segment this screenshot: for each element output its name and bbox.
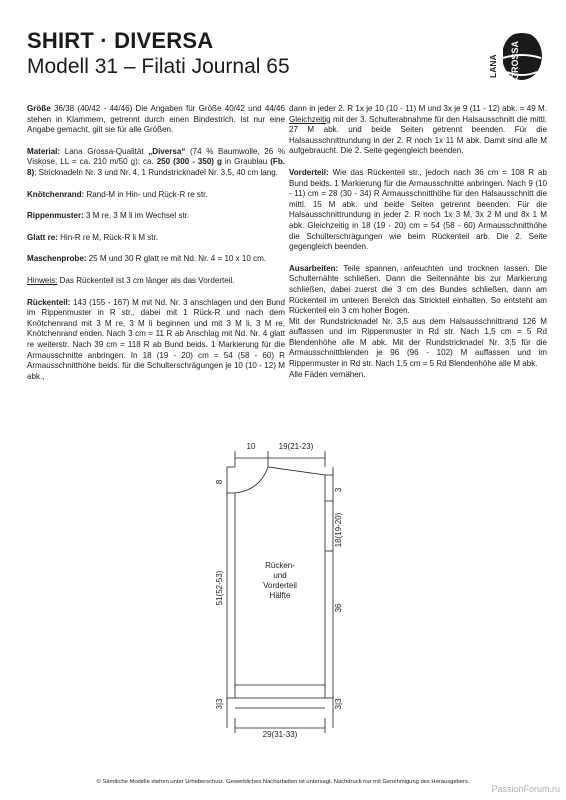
maschen-text: 25 M und 30 R glatt re mit Nd. Nr. 4 = 10 x 10 cm. [86,254,267,264]
material-color-code: (Fb. 8) [27,157,285,177]
groesse-text: 36/38 (40/42 - 44/46) Die Angaben für Größe 40/42 und 44/46 stehen in Klammern, getrennt durch einen Bindestrich. Ist nur eine Angabe gemacht, gilt sie für alle Größen. [27,104,285,135]
rippen-text: 3 M re, 3 M li im Wechsel str. [83,211,190,221]
groesse-paragraph [27,104,285,136]
ausarb-text: Teile spannen, anfeuchten und trocknen lassen. Die Schulternähte schließen. Dann die Seitennähte bis zur Markierung schließen, dabei zuerst die 3 cm des Bundes schließen, dann am Rückenteil im unteren Bereich das Strickteil einhalten. So entsteht am Rückenteil ein 3 cm hoher Bogen. [289,263,547,316]
right-column [289,104,547,391]
piece-label-2: und [273,571,287,580]
svg-text:GROSSA: GROSSA [510,40,520,80]
material-paragraph [27,147,285,179]
vorder-label: Vorderteil: [289,167,329,177]
material-text-a: Lana Grossa-Qualität [60,146,149,156]
continuation-text-b: mit der 3. Schulterabnahme für den Halsausschnitt die mittl. 27 M abk. und beide Seiten getrennt beenden. Für die Halsausschnittrundung in der 2. R noch 1x 11 M abk. Damit sind alle M aufgebraucht. Die 2. Seite gegengleich beenden. [289,114,547,156]
hinweis-paragraph [27,276,285,287]
knoetchen-paragraph [27,190,285,201]
glatt-paragraph [27,233,285,244]
dim-shoulder-slope: 3 [334,487,343,493]
dim-side-height: 36 [334,603,343,613]
ausarb-label: Ausarbeiten: [289,263,339,273]
glatt-text: Hin-R re M, Rück-R li M str. [57,232,159,242]
maschen-label: Maschenprobe: [27,254,87,264]
material-text-c: (74 % Baumwolle, 26 % Viskose, LL = ca. 210 m/50 g): ca. [27,146,285,167]
piece-label-1: Rücken- [265,561,295,570]
rippen-label: Rippenmuster: [27,211,84,221]
svg-text:LANA: LANA [488,54,498,78]
schematic-diagram [200,438,370,740]
hinweis-text: Das Rückenteil ist 3 cm länger als das Vorderteil. [57,275,235,285]
dim-bottom-right: 3|3 [334,698,343,710]
knoetchen-text: Rand-M in Hin- und Rück-R re str. [84,189,208,199]
left-column [27,104,285,393]
groesse-label: Größe [27,104,51,113]
material-yarn-name: „Diversa“ [148,146,186,156]
ruecken-text: 143 (155 - 167) M mit Nd. Nr. 3 anschlagen und den Bund im Rippenmuster in R str., dabei mit 1 Rück-R und nach dem Knötchenrand mit 3 M re, 3 M li beginnen und mit 3 M li, 3 M re, Knötchenrand enden. Nach 3 cm = 11 R ab Anschlag mit Nd. Nr. 4 glatt re weiterstr. Nach 39 cm = 118 R ab Bund beids. 1 Markierung für die Armausschnitte anbringen. In 18 (19 - 20) cm = 54 (58 - 60) R Armausschnitthöhe beids. für die Schulterschrägungen je 10 (10 - 12) M abk., [27,297,285,381]
vorder-paragraph [289,168,547,253]
ruecken-label: Rückenteil: [27,297,71,307]
knoetchen-label: Knötchenrand: [27,189,85,199]
ausarb-text-3: Alle Fäden vernähen. [289,369,366,379]
page-subtitle: Modell 31 – Filati Journal 65 [27,55,290,78]
ausarb-text-2: Mit der Rundstricknadel Nr. 3,5 aus dem Halsausschnittrand 126 M auffassen und im Rippenmuster in Rd str. Nach 1,5 cm = 5 Rd Blendenhöhe alle M abk. Mit der Rundstricknadel Nr. 3,5 für die Armausschnittblenden je 96 (96 - 102) M auffassen und im Rippenmuster in Rd str. Nach 1,5 cm = 5 Rd Blendenhöhe alle M abk. [289,316,547,369]
piece-label-3: Vorderteil [263,581,297,590]
dim-neck-width: 10 [246,442,256,451]
continuation-paragraph [289,104,547,157]
vorder-text: Wie das Rückenteil str., jedoch nach 36 cm = 108 R ab Bund beids. 1 Markierung für die Armausschnitte anbringen. Nach 9 (10 - 11) cm = 28 (30 - 34) R Armausschnitthöhe für den Halsausschnitt die mittl. 15 M abk. und beide Seiten getrennt beenden. Für die Halsausschnittrundung in jeder 2. R noch 1x 3 M, 3x 2 M und 8x 1 M abk. Gleichzeitig in 18 (19 - 20) cm = 54 (58 - 60) Armausschnitthöhe die Schulterschrägungen wie beim Rückenteil arb. Die 2. Seite gegengleich beenden. [289,167,547,252]
material-text-e: in Graublau [221,157,271,167]
lana-grossa-logo [485,22,543,84]
ruecken-paragraph [27,298,285,383]
material-label: Material: [27,146,61,156]
maschen-paragraph [27,254,285,265]
copyright-footer: © Sämtliche Modelle stehen unter Urheberschutz. Gewerbliches Nacharbeiten ist untersagt. Nachdruck nur mit Genehmigung des Herausgebers. [96,779,470,785]
material-amount: 250 (300 - 350) g [156,157,222,167]
dim-neck-depth: 8 [215,479,224,485]
dim-total-height: 51(52-53) [215,570,224,606]
rippen-paragraph [27,211,285,222]
piece-label-4: Hälfte [269,591,291,600]
hinweis-label: Hinweis: [27,275,58,285]
dim-bottom-left: 3|3 [215,698,224,710]
dim-shoulder-width: 19(21-23) [278,442,314,451]
gleichzeitig-underlined: Gleichzeitig [289,114,331,124]
dim-armhole: 18(19-20) [334,512,343,548]
continuation-text-a: dann in jeder 2. R 1x je 10 (10 - 11) M und 3x je 9 (11 - 12) abk. = 49 M. [289,104,547,113]
dim-width: 29(31-33) [262,730,298,739]
ausarb-paragraph [289,264,547,381]
watermark: PassionForum.ru [491,784,560,794]
glatt-label: Glatt re: [27,232,58,242]
page-title: SHIRT · DIVERSA [27,28,214,53]
material-text-g: ; Stricknadeln Nr. 3 und Nr. 4, 1 Rundstricknadel Nr. 3,5, 40 cm lang. [34,167,278,177]
